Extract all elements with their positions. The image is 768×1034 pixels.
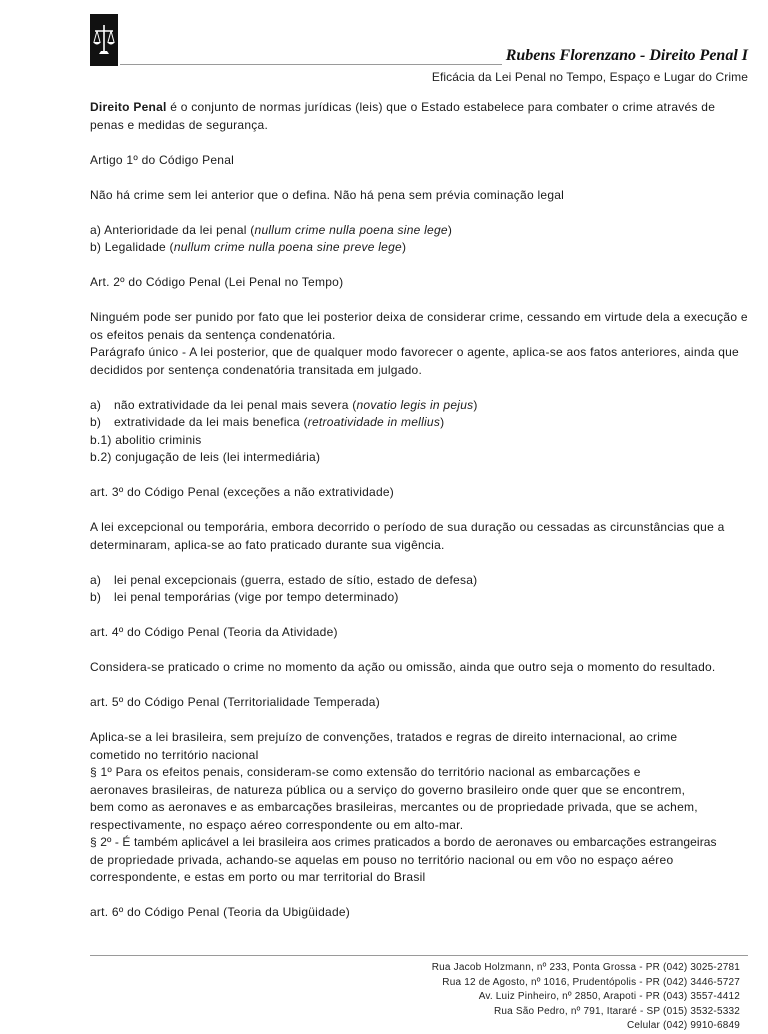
art2-b-suffix: ) <box>440 415 445 429</box>
art2-item-b1: b.1) abolitio criminis <box>90 432 202 447</box>
art1-b-suffix: ) <box>401 240 407 254</box>
art5-p2-line: § 2º - É também aplicável a lei brasileira aos crimes praticados a bordo de aeronaves ou embarcações estrangeiras <box>90 835 717 849</box>
art5-line: cometido no território nacional <box>90 747 259 762</box>
art2-paragraph: Parágrafo único - A lei posterior, que de qualquer modo favorecer o agente, aplica-se aos fatos anteriores, ainda que decididos por sentença condenatória transitada em julgado. <box>90 345 739 377</box>
art1-a-suffix: ) <box>447 222 453 237</box>
art2-a-suffix: ) <box>473 397 478 412</box>
document-body <box>90 99 750 939</box>
art2-item-a <box>90 397 750 415</box>
art1-text: Não há crime sem lei anterior que o defina. Não há pena sem prévia cominação legal <box>90 187 565 202</box>
art5-p1-line: § 1º Para os efeitos penais, consideram-se como extensão do território nacional as embarcações e <box>90 765 641 779</box>
footer-divider <box>90 955 748 956</box>
footer-phone: Celular (042) 9910-6849 <box>626 1020 740 1032</box>
art1-item-b <box>90 239 750 257</box>
art2-heading: Art. 2º do Código Penal (Lei Penal no Tempo) <box>90 275 344 289</box>
art2-list <box>90 397 750 467</box>
art1-a-latin: nullum crime nulla poena sine lege <box>254 222 448 237</box>
art3-heading: art. 3º do Código Penal (exceções a não extratividade) <box>90 485 395 499</box>
art3-a-text: lei penal excepcionais (guerra, estado de sítio, estado de defesa) <box>114 572 478 587</box>
art5-p1-line: respectivamente, no espaço aéreo correspondente ou em alto-mar. <box>90 817 464 832</box>
art2-item-b2: b.2) conjugação de leis (lei intermediária) <box>90 450 321 464</box>
art3-a-marker: a) <box>90 572 102 587</box>
art1-item-a <box>90 222 750 240</box>
art3-text: A lei excepcional ou temporária, embora decorrido o período de sua duração ou cessadas as circunstâncias que a determinaram, aplica-se ao fato praticado durante sua vigência. <box>90 520 725 552</box>
art2-b-prefix: extratividade da lei mais benefica ( <box>114 415 308 429</box>
art5-body <box>90 729 750 887</box>
art3-b-text: lei penal temporárias (vige por tempo determinado) <box>114 590 399 604</box>
art1-heading: Artigo 1º do Código Penal <box>90 152 235 167</box>
intro-term: Direito Penal <box>90 100 167 114</box>
art5-p2-line: de propriedade privada, achando-se aquelas em pouso no território nacional ou em vôo no espaço aéreo <box>90 852 674 867</box>
footer-address: Av. Luiz Pinheiro, nº 2850, Arapoti - PR (043) 3557-4412 <box>478 991 740 1003</box>
footer-addresses <box>432 961 740 1034</box>
intro-text: é o conjunto de normas jurídicas (leis) que o Estado estabelece para combater o crime através de penas e medidas de segurança. <box>90 100 716 132</box>
art1-b-latin: nullum crime nulla poena sine preve lege <box>173 240 402 254</box>
art2-b-latin: retroatividade in mellius <box>307 415 441 429</box>
art5-p1-line: bem como as aeronaves e as embarcações brasileiras, mercantes ou de propriedade privada, que se achem, <box>90 800 698 814</box>
document-subtitle: Eficácia da Lei Penal no Tempo, Espaço e Lugar do Crime <box>431 70 748 84</box>
art6-heading: art. 6º do Código Penal (Teoria da Ubigüidade) <box>90 905 351 919</box>
art2-a-marker: a) <box>90 397 102 412</box>
art3-b-marker: b) <box>90 590 102 604</box>
art2-a-prefix: não extratividade da lei penal mais severa ( <box>114 397 357 412</box>
scales-icon <box>92 22 116 58</box>
art1-a-prefix: a) Anterioridade da lei penal ( <box>90 222 255 237</box>
art4-heading: art. 4º do Código Penal (Teoria da Atividade) <box>90 625 338 639</box>
art3-list <box>90 572 750 607</box>
art2-a-latin: novatio legis in pejus <box>356 397 474 412</box>
art5-heading: art. 5º do Código Penal (Territorialidade Temperada) <box>90 695 380 709</box>
footer-address: Rua São Pedro, nº 791, Itararé - SP (015) 3532-5332 <box>493 1005 740 1017</box>
art1-b-prefix: b) Legalidade ( <box>90 240 174 254</box>
art3-item-b <box>90 589 750 607</box>
art5-line: Aplica-se a lei brasileira, sem prejuízo de convenções, tratados e regras de direito internacional, ao crime <box>90 730 678 744</box>
document-title: Rubens Florenzano - Direito Penal I <box>502 47 748 65</box>
art4-text: Considera-se praticado o crime no momento da ação ou omissão, ainda que outro seja o momento do resultado. <box>90 660 716 674</box>
scales-of-justice-logo <box>90 14 118 66</box>
art5-p1-line: aeronaves brasileiras, de natureza pública ou a serviço do governo brasileiro onde quer que se encontrem, <box>90 782 686 797</box>
footer-address: Rua 12 de Agosto, nº 1016, Prudentópolis - PR (042) 3446-5727 <box>442 976 740 988</box>
art2-b-marker: b) <box>90 415 102 429</box>
footer-address: Rua Jacob Holzmann, nº 233, Ponta Grossa - PR (042) 3025-2781 <box>431 962 740 973</box>
art1-list <box>90 222 750 257</box>
art3-item-a <box>90 572 750 590</box>
art5-p2-line: correspondente, e estas em porto ou mar territorial do Brasil <box>90 870 426 884</box>
intro-paragraph <box>90 99 750 134</box>
art2-text: Ninguém pode ser punido por fato que lei posterior deixa de considerar crime, cessando em virtude dela a execução e os efeitos penais da sentença condenatória. <box>90 310 748 342</box>
art2-item-b <box>90 414 750 432</box>
